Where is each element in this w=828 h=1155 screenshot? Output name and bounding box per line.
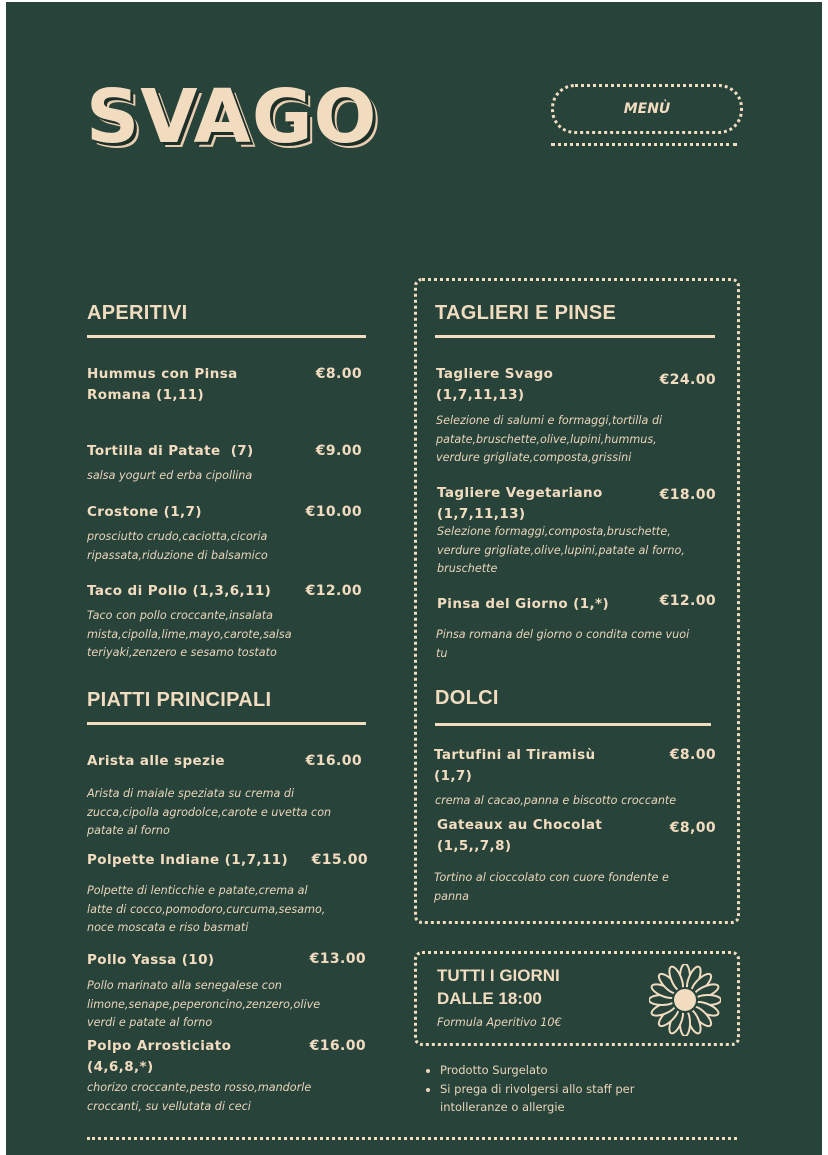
- menu-item-desc: crema al cacao,panna e biscotto croccante: [435, 794, 677, 807]
- menu-item-name: Tagliere Svago (1,7,11,13): [436, 366, 554, 403]
- promo-subtitle: Formula Aperitivo 10€: [437, 1016, 562, 1029]
- menu-item-price: €12.00: [305, 583, 362, 599]
- menu-item-price: €8,00: [669, 820, 716, 836]
- note-item: • Prodotto Surgelato: [440, 1061, 740, 1080]
- menu-item-desc: Tortino al cioccolato con cuore fondente e panna: [434, 871, 669, 903]
- footer-divider: [87, 1137, 737, 1140]
- notes-list: [424, 1061, 740, 1117]
- section-title-principali: PIATTI PRINCIPALI: [87, 689, 272, 711]
- menu-item-name: Crostone (1,7): [87, 504, 202, 520]
- menu-item-name: Tortilla di Patate (7): [87, 443, 254, 459]
- flower-icon: [649, 964, 721, 1036]
- section-rule: [87, 335, 366, 338]
- menu-badge-label: MENÙ: [623, 101, 671, 117]
- section-title-taglieri: TAGLIERI E PINSE: [435, 302, 617, 324]
- menu-item-name: Taco di Pollo (1,3,6,11): [87, 583, 272, 599]
- menu-item-desc: Arista di maiale speziata su crema di zucca,cipolla agrodolce,carote e uvetta con patate al forno: [87, 787, 332, 837]
- menu-item-name: Polpo Arrosticiato (4,6,8,*): [87, 1038, 232, 1075]
- menu-item-desc: Taco con pollo croccante,insalata mista,cipolla,lime,mayo,carote,salsa teriyaki,zenzero e sesamo tostato: [87, 609, 292, 659]
- menu-item-price: €10.00: [305, 504, 362, 520]
- menu-item-name: Pollo Yassa (10): [87, 952, 215, 968]
- note-item: • Si prega di rivolgersi allo staff per intolleranze o allergie: [440, 1080, 740, 1117]
- header-divider: [551, 143, 737, 146]
- menu-badge: [551, 84, 743, 134]
- menu-item-desc: prosciutto crudo,caciotta,cicoria ripassata,riduzione di balsamico: [87, 530, 268, 562]
- menu-item-name: Pinsa del Giorno (1,*): [437, 596, 610, 612]
- menu-item-price: €12.00: [659, 593, 716, 609]
- promo-title: TUTTI I GIORNI DALLE 18:00: [437, 966, 560, 1008]
- menu-item-desc: Pollo marinato alla senegalese con limone,senape,peperoncino,zenzero,olive verdi e patate al forno: [87, 979, 321, 1029]
- menu-item-desc: salsa yogurt ed erba cipollina: [87, 469, 253, 482]
- menu-item-price: €24.00: [659, 372, 716, 388]
- section-rule: [435, 335, 715, 338]
- menu-item-desc: Selezione di salumi e formaggi,tortilla di patate,bruschette,olive,lupini,hummus, verdure grigliate,composta,grissini: [436, 414, 663, 464]
- menu-item-desc: chorizo croccante,pesto rosso,mandorle croccanti, su vellutata di ceci: [87, 1081, 312, 1113]
- menu-item-price: €15.00: [311, 852, 368, 868]
- section-rule: [87, 722, 366, 725]
- menu-item-price: €13.00: [309, 951, 366, 967]
- menu-item-name: Tartufini al Tiramisù (1,7): [434, 747, 596, 784]
- menu-item-name: Arista alle spezie: [87, 753, 225, 769]
- menu-item-price: €8.00: [315, 366, 362, 382]
- menu-item-price: €8.00: [669, 747, 716, 763]
- section-title-dolci: DOLCI: [435, 687, 499, 709]
- menu-item-price: €9.00: [315, 443, 362, 459]
- menu-item-desc: Selezione formaggi,composta,bruschette, verdure grigliate,olive,lupini,patate al forno, bruschette: [437, 525, 685, 575]
- brand-logo: SVAGO: [86, 74, 378, 160]
- section-rule: [435, 723, 711, 726]
- menu-item-name: Gateaux au Chocolat (1,5,,7,8): [437, 817, 603, 854]
- menu-item-desc: Pinsa romana del giorno o condita come vuoi tu: [436, 628, 690, 660]
- section-title-aperitivi: APERITIVI: [87, 302, 188, 324]
- menu-item-price: €18.00: [659, 487, 716, 503]
- menu-page: [6, 2, 822, 1155]
- menu-item-name: Tagliere Vegetariano (1,7,11,13): [437, 485, 603, 522]
- menu-item-name: Hummus con Pinsa Romana (1,11): [87, 366, 238, 403]
- menu-item-name: Polpette Indiane (1,7,11): [87, 852, 289, 868]
- menu-item-price: €16.00: [309, 1038, 366, 1054]
- menu-item-price: €16.00: [305, 753, 362, 769]
- menu-item-desc: Polpette di lenticchie e patate,crema al latte di cocco,pomodoro,curcuma,sesamo, noce moscata e riso basmati: [87, 884, 326, 934]
